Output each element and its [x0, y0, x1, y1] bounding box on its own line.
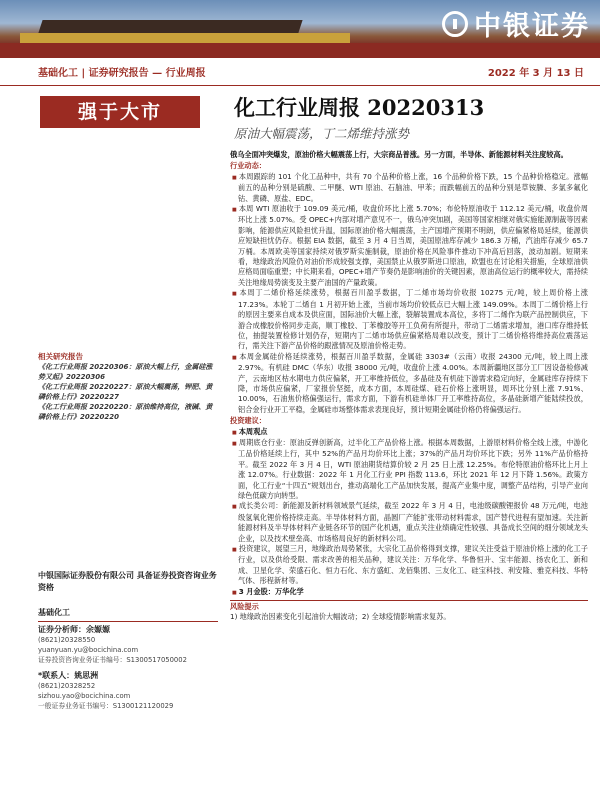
related-reports — [38, 352, 218, 422]
bank-logo-icon — [442, 11, 468, 37]
analyst-info — [38, 570, 218, 711]
section-investment-title: 投资建议： — [230, 416, 266, 426]
analyst-name: 余嫄嫄 — [86, 625, 110, 634]
investment-paragraph: ■ 投资建议，展望三月，地缘政治局势紧张，大宗化工品价格得到支撑，建议关注受益于原油价格上涨的化工子行业，以及供给受限、需求改善的相关品种，建议关注：万华化学、华鲁恒升、宝丰能源、扬农化工、新和成、卫星化学、荣盛石化、恒力石化、东方盛虹、龙佰集团、三友化工、硅宝科技、利安隆、雅克科技、华特气体、彤程新材等。 — [230, 544, 588, 587]
section-industry-title: 行业动态： — [230, 161, 266, 171]
industry-paragraph: ■ 本周金属硅价格延续涨势，根据百川盈孚数据，金属硅 3303#（云南）收报 24300 元/吨，较上周上涨 2.97%。有机硅 DMC（华东）收报 38000 元/吨，收盘价上涨 4.00%。本周新疆地区部分工厂因设备检修减产，云南地区枯水期电力供应偏紧，开工率维持低位，多晶硅及有机硅下游需求稳定向好，金属硅库存持续下降，市场供应偏紧，厂家报价坚挺，成本方面，本周硅煤、硅石价格上涨明显，周环比分别上涨 7.91%、10.00%，石油焦价格偏强运行，需求方面，下游有机硅单体厂开工率维持高位，多晶硅新增产能陆续投放，铝合金行业开工平稳，金属硅市场整体需求表现良好，预计短期金属硅价格仍将偏强运行。 — [230, 352, 588, 415]
investment-paragraph: ■ 成长类公司：新能源及新材料领域景气延续，截至 2022 年 3 月 4 日，电池级碳酸锂报价 48 万元/吨，电池级氢氧化锂价格持续走高。半导体材料方面，晶圆厂产能扩张带动材料需求，国产替代进程有望加速。关注新能源材料及半导体材料产业链各环节的国产化机遇，重点关注业绩确定性较强、具备成长空间的细分领域龙头企业，以及技术壁垒高、市场格局良好的新材料公司。 — [230, 501, 588, 544]
section-risk-title: 风险提示 — [230, 600, 588, 612]
related-report-link[interactable]: 《化工行业周报 20220220：原油维持高位，液碱、黄磷价格上行》20220220 — [38, 403, 213, 421]
subsection-current-view: ■ 本周观点 — [230, 427, 588, 438]
contact-email[interactable]: sizhou.yao@bocichina.com — [38, 692, 131, 700]
risk-text: 1) 地缘政治因素变化引起油价大幅波动；2) 全球疫情影响需求复苏。 — [230, 612, 451, 622]
subsection-gold-stock: ■ 3 月金股：万华化学 — [230, 587, 588, 598]
analyst-email[interactable]: yuanyuan.yu@bocichina.com — [38, 646, 139, 654]
analyst-phone: (8621)20328550 — [38, 636, 96, 644]
industry-paragraph: ■ 本周 WTI 原油收于 109.09 美元/桶，收盘价环比上涨 5.70%；布伦特原油收于 112.12 美元/桶，收盘价周环比上涨 5.07%。受 OPEC+内部对增产意见不一，俄乌冲突加剧，美国等国家相继对俄实施能源制裁等因素影响，能源供应风险担忧升温，国际原油价格大幅震荡，主产国增产预期不明朗，供应偏紧格局延续，能源供应短缺担忧仍存。根据 EIA 数据，截至 3 月 4 日当周，美国原油库存减少 186.3 万桶，汽油库存减少 65.7 万桶。本周欧美等国家持续对俄罗斯实施制裁，原油价格在风险事件推动下冲高后回落，波动加剧。短期来看，地缘政治风险仍对油价形成较强支撑，美国禁止从俄罗斯进口原油，欧盟也在讨论相关措施，全球原油供应格局面临重塑；中长期来看，OPEC+增产节奏仍是影响油价的关键因素，原油高位运行的概率较大，需持续关注地缘局势演变及主要产油国的产量政策。 — [230, 204, 588, 288]
report-date: 2022 年 3 月 13 日 — [487, 68, 584, 79]
org-name: 中银国际证券股份有限公司 具备证券投资咨询业务资格 — [38, 571, 217, 592]
sector-label: 基础化工 — [38, 608, 70, 617]
wall-graphic — [0, 43, 600, 58]
contact-label: *联系人： — [38, 671, 75, 680]
industry-paragraph: ■ 本周丁二烯价格延续涨势，根据百川盈孚数据，丁二烯市场均价收报 10275 元/吨，较上周价格上涨 17.23%。本轮丁二烯自 1 月初开始上涨，当前市场均价较低点已大幅上涨 149.09%。本周丁二烯价格上行的原因主要来自成本及供应面，国际油价大幅上涨，裂解装置成本高位，多将丁二烯作为联产品控制供应，下游合成橡胶价格同步走高，顺丁橡胶、丁苯橡胶等开工负荷有所提升，带动丁二烯需求增加，港口库存维持低位，抽提装置检修计划仍存，短期内丁二烯市场供应偏紧格局难以改变，预计丁二烯价格将维持高位震荡运行，需关注下游产品价格的跟涨情况及原油价格走势。 — [230, 288, 588, 351]
report-category: 基础化工 | 证券研究报告 — 行业周报 — [38, 68, 206, 79]
related-report-link[interactable]: 《化工行业周报 20220306：原油大幅上行，金属硅涨势又起》20220306 — [38, 363, 213, 381]
contact-name: 姚思洲 — [74, 671, 99, 680]
related-report-link[interactable]: 《化工行业周报 20220227：原油大幅震荡，钾肥、黄磷价格上行》20220227 — [38, 383, 213, 401]
industry-paragraph: ■ 本周跟踪的 101 个化工品种中，共有 70 个品种价格上涨，16 个品种价格下跌，15 个品种价格稳定。涨幅前五的品种分别是硫酸、二甲醚、WTI 原油、石脑油、甲苯；而跌幅前五的品种分别是草铵膦、多氯多氟化钴、黄磷、原盐、EDC。 — [230, 172, 588, 204]
contact-cert: 一般证券业务证书编号：S1300121120029 — [38, 702, 174, 710]
analyst-label: 证券分析师： — [38, 625, 86, 634]
divider — [38, 621, 218, 622]
header-banner — [0, 0, 600, 58]
contact-phone: (8621)20328252 — [38, 682, 96, 690]
brand-name: 中银证券 — [474, 11, 590, 42]
lead-summary: 俄乌全面冲突爆发，原油价格大幅震荡上行，大宗商品普涨。另一方面，半导体、新能源材料关注度较高。 — [230, 150, 568, 159]
report-subheader — [0, 58, 600, 86]
report-subtitle: 原油大幅震荡，丁二烯维持涨势 — [234, 126, 410, 141]
brand-logo — [442, 4, 590, 43]
related-reports-title: 相关研究报告 — [38, 352, 83, 361]
eave-graphic — [20, 33, 350, 43]
analyst-cert: 证券投资咨询业务证书编号：S1300517050002 — [38, 656, 187, 664]
report-title: 化工行业周报 20220313 — [234, 95, 485, 120]
main-content — [230, 150, 588, 623]
rating-badge: 强于大市 — [40, 96, 200, 128]
investment-paragraph: ■ 周期底仓行业：原油反弹创新高，过半化工产品价格上涨。根据本周数据，上游原材料价格全线上涨，中游化工品价格延续上行，其中 52%的产品月均价环比上涨；37%的产品月均价环比下跌；另外 11%产品价格持平。截至 2022 年 3 月 4 日，WTI 原油期货结算价较 2 月 25 日上涨 12.25%。布伦特原油价格环比上月上涨 12.07%。行业数据：2022 年 1 月化工行业 PPI 指数 113.6，环比 2021 年 12 月下降 1.56%。政策方面，化工行业“十四五”规划出台，推动高端化工产品加快发展，提高产业集中度，调整产品结构，引导产业向绿色低碳方向转型。 — [230, 438, 588, 501]
